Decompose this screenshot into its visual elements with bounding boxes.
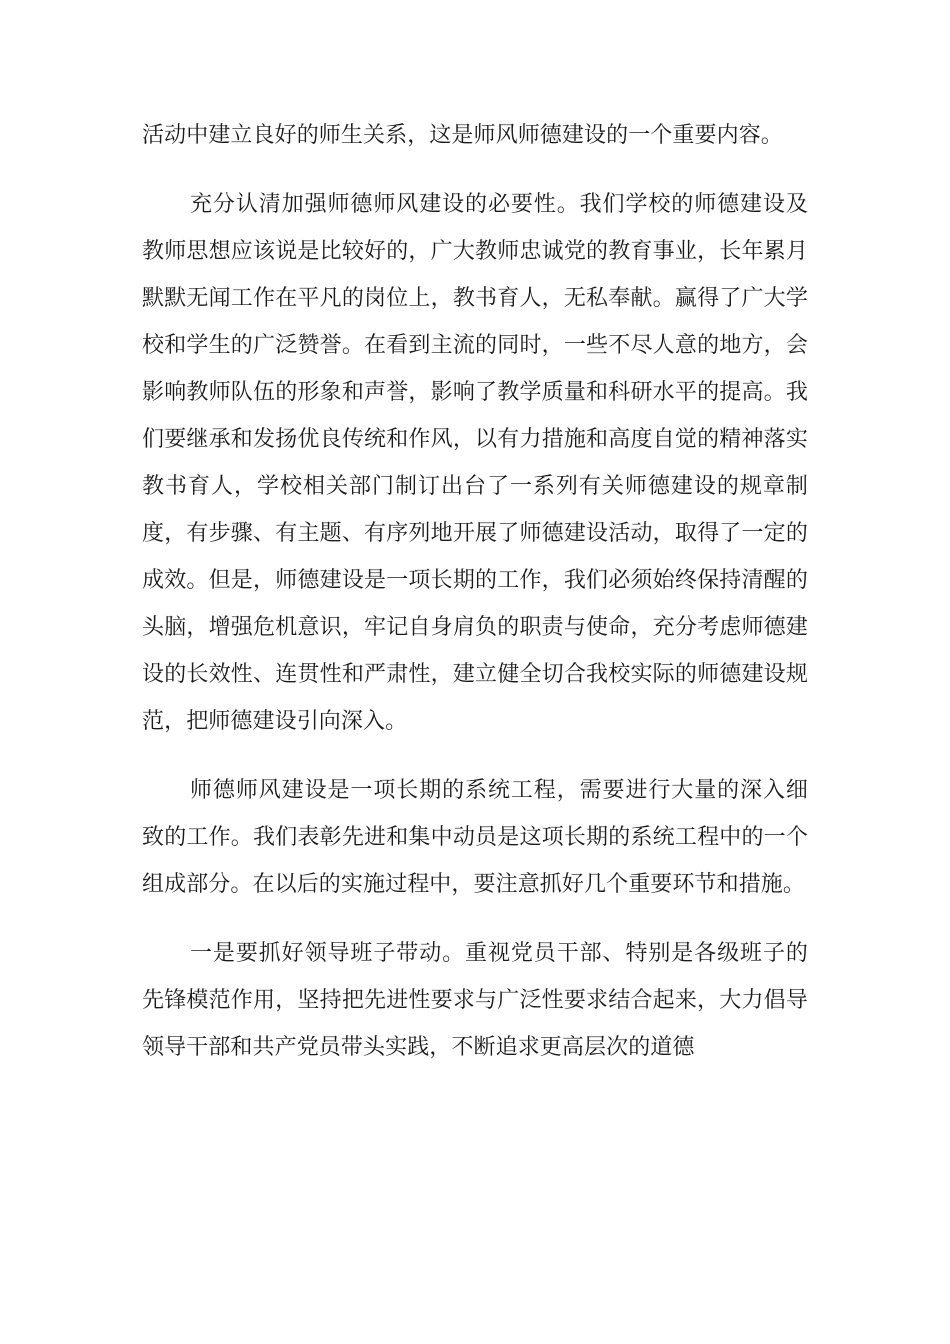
paragraph-continuation: 活动中建立良好的师生关系，这是师风师德建设的一个重要内容。 (142, 123, 783, 148)
document-page (142, 112, 808, 1071)
paragraph-necessity: 充分认清加强师德师风建设的必要性。我们学校的师德建设及教师思想应该说是比较好的，广大教师忠诚党的教育事业，长年累月默默无闻工作在平凡的岗位上，教书育人，无私奉献。赢得了广大学校和学生的广泛赞誉。在看到主流的同时，一些不尽人意的地方，会影响教师队伍的形象和声誉，影响了教学质量和科研水平的提高。我们要继承和发扬优良传统和作风，以有力措施和高度自觉的精神落实教书育人，学校相关部门制订出台了一系列有关师德建设的规章制度，有步骤、有主题、有序列地开展了师德建设活动，取得了一定的成效。但是，师德建设是一项长期的工作，我们必须始终保持清醒的头脑，增强危机意识，牢记自身肩负的职责与使命，充分考虑师德建设的长效性、连贯性和严肃性，建立健全切合我校实际的师德建设规范，把师德建设引向深入。 (142, 192, 808, 734)
paragraph-system-engineering: 师德师风建设是一项长期的系统工程，需要进行大量的深入细致的工作。我们表彰先进和集中动员是这项长期的系统工程中的一个组成部分。在以后的实施过程中，要注意抓好几个重要环节和措施。 (142, 778, 808, 897)
paragraph-leadership: 一是要抓好领导班子带动。重视党员干部、特别是各级班子的先锋模范作用，坚持把先进性要求与广泛性要求结合起来，大力倡导领导干部和共产党员带头实践，不断追求更高层次的道德 (142, 941, 808, 1060)
